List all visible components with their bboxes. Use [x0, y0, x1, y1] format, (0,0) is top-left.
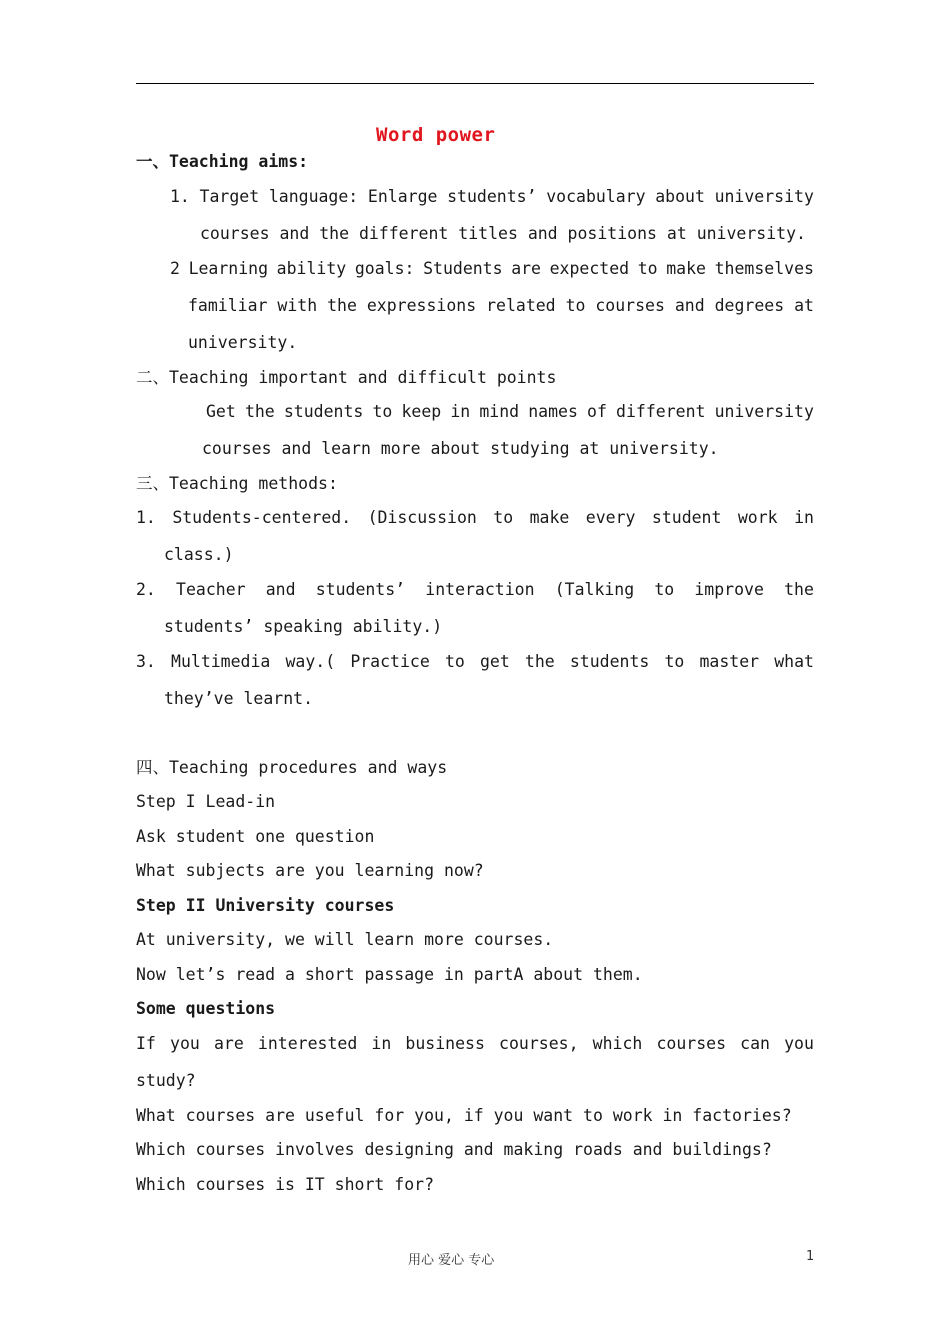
word: students [569, 652, 650, 671]
word: courses [656, 1034, 727, 1053]
question3: Which courses involves designing and making roads and buildings? [136, 1140, 772, 1159]
word: can [740, 1034, 770, 1053]
word: business [405, 1034, 485, 1053]
word: 1. [136, 508, 156, 527]
word: students’ [315, 580, 406, 599]
aim1-line1 [170, 186, 814, 208]
aim2-line2 [188, 295, 814, 317]
method1-line2: class.) [164, 545, 234, 564]
word: familiar [188, 296, 268, 315]
word: (Discussion [367, 508, 477, 527]
word: about [655, 187, 705, 206]
word: student [651, 508, 722, 527]
word: and [265, 580, 296, 599]
ask-line: Ask student one question [136, 827, 375, 846]
word: university [714, 402, 814, 421]
aim2-line1 [170, 258, 814, 280]
question1-line2: study? [136, 1071, 196, 1090]
word: to [493, 508, 514, 527]
word: Teacher [176, 580, 246, 599]
word: at [794, 296, 814, 315]
word: interaction [425, 580, 535, 599]
question-now: What subjects are you learning now? [136, 861, 484, 880]
word: in [371, 1034, 392, 1053]
word: related [486, 296, 556, 315]
word: the [327, 296, 357, 315]
at-university-line: At university, we will learn more courses. [136, 930, 554, 949]
word: (Talking [554, 580, 635, 599]
method1-line1 [136, 507, 814, 529]
word: expected [549, 259, 630, 278]
points-line1 [206, 401, 814, 423]
word: 2. [136, 580, 156, 599]
header-rule [136, 83, 814, 84]
word: improve [694, 580, 764, 599]
word: ability [276, 259, 347, 278]
word: in [794, 508, 814, 527]
word: to [664, 652, 685, 671]
step2-heading: Step II University courses [136, 896, 395, 915]
word: Multimedia [171, 652, 271, 671]
word: the [244, 402, 275, 421]
word: degrees [714, 296, 785, 315]
word: names [528, 402, 578, 421]
word: If [136, 1034, 156, 1053]
aim2-line3: university. [188, 333, 298, 352]
word: university [714, 187, 814, 206]
word: the [784, 580, 814, 599]
now-read-line: Now let’s read a short passage in partA about them. [136, 965, 643, 984]
word: master [699, 652, 760, 671]
word: way.( [285, 652, 336, 671]
word: Target [199, 187, 260, 206]
word: students’ [447, 187, 537, 206]
aims-heading: 一、Teaching aims: [136, 152, 309, 171]
question1-line1 [136, 1033, 814, 1055]
word: vocabulary [546, 187, 646, 206]
word: themselves [714, 259, 814, 278]
word: to [565, 296, 586, 315]
word: you [170, 1034, 200, 1053]
methods-heading: 三、Teaching methods: [136, 474, 338, 493]
word: 3. [136, 652, 156, 671]
word: with [277, 296, 318, 315]
step1-heading: Step I Lead-in [136, 792, 276, 811]
question2: What courses are useful for you, if you want to work in factories? [136, 1106, 792, 1125]
word: which [592, 1034, 643, 1053]
word: expressions [366, 296, 477, 315]
document-title: Word power [376, 124, 496, 146]
word: make [666, 259, 706, 278]
word: 1. [170, 187, 190, 206]
word: you [784, 1034, 814, 1053]
word: make [529, 508, 570, 527]
word: Learning [188, 259, 269, 278]
word: are [511, 259, 541, 278]
word: and [674, 296, 705, 315]
method3-line1 [136, 651, 814, 673]
word: what [774, 652, 814, 671]
method2-line1 [136, 579, 814, 601]
procedures-heading: 四、Teaching procedures and ways [136, 758, 448, 777]
word: different [616, 402, 706, 421]
word: courses, [499, 1034, 579, 1053]
word: get [479, 652, 510, 671]
word: every [585, 508, 636, 527]
word: Enlarge [367, 187, 438, 206]
method3-line2: they’ve learnt. [164, 689, 314, 708]
word: to [372, 402, 393, 421]
word: Students-centered. [172, 508, 352, 527]
word: in [450, 402, 471, 421]
points-line2: courses and learn more about studying at university. [202, 439, 719, 458]
word: language: [268, 187, 359, 206]
word: are [213, 1034, 244, 1053]
word: interested [257, 1034, 358, 1053]
method2-line2: students’ speaking ability.) [164, 617, 443, 636]
word: work [737, 508, 778, 527]
word: Students [423, 259, 503, 278]
question4: Which courses is IT short for? [136, 1175, 435, 1194]
word: courses [595, 296, 665, 315]
word: 2 [170, 259, 180, 278]
word: to [637, 259, 658, 278]
word: the [524, 652, 555, 671]
word: goals: [354, 259, 415, 278]
word: mind [479, 402, 520, 421]
word: students [283, 402, 364, 421]
word: of [587, 402, 607, 421]
word: to [444, 652, 465, 671]
aim1-line2: courses and the different titles and positions at university. [200, 224, 806, 243]
footer-motto: 用心 爱心 专心 [408, 1253, 495, 1268]
points-heading: 二、Teaching important and difficult points [136, 368, 557, 387]
word: keep [401, 402, 442, 421]
page-number: 1 [806, 1249, 815, 1264]
word: Practice [350, 652, 430, 671]
some-questions-heading: Some questions [136, 999, 276, 1018]
word: Get [206, 402, 236, 421]
word: to [654, 580, 675, 599]
